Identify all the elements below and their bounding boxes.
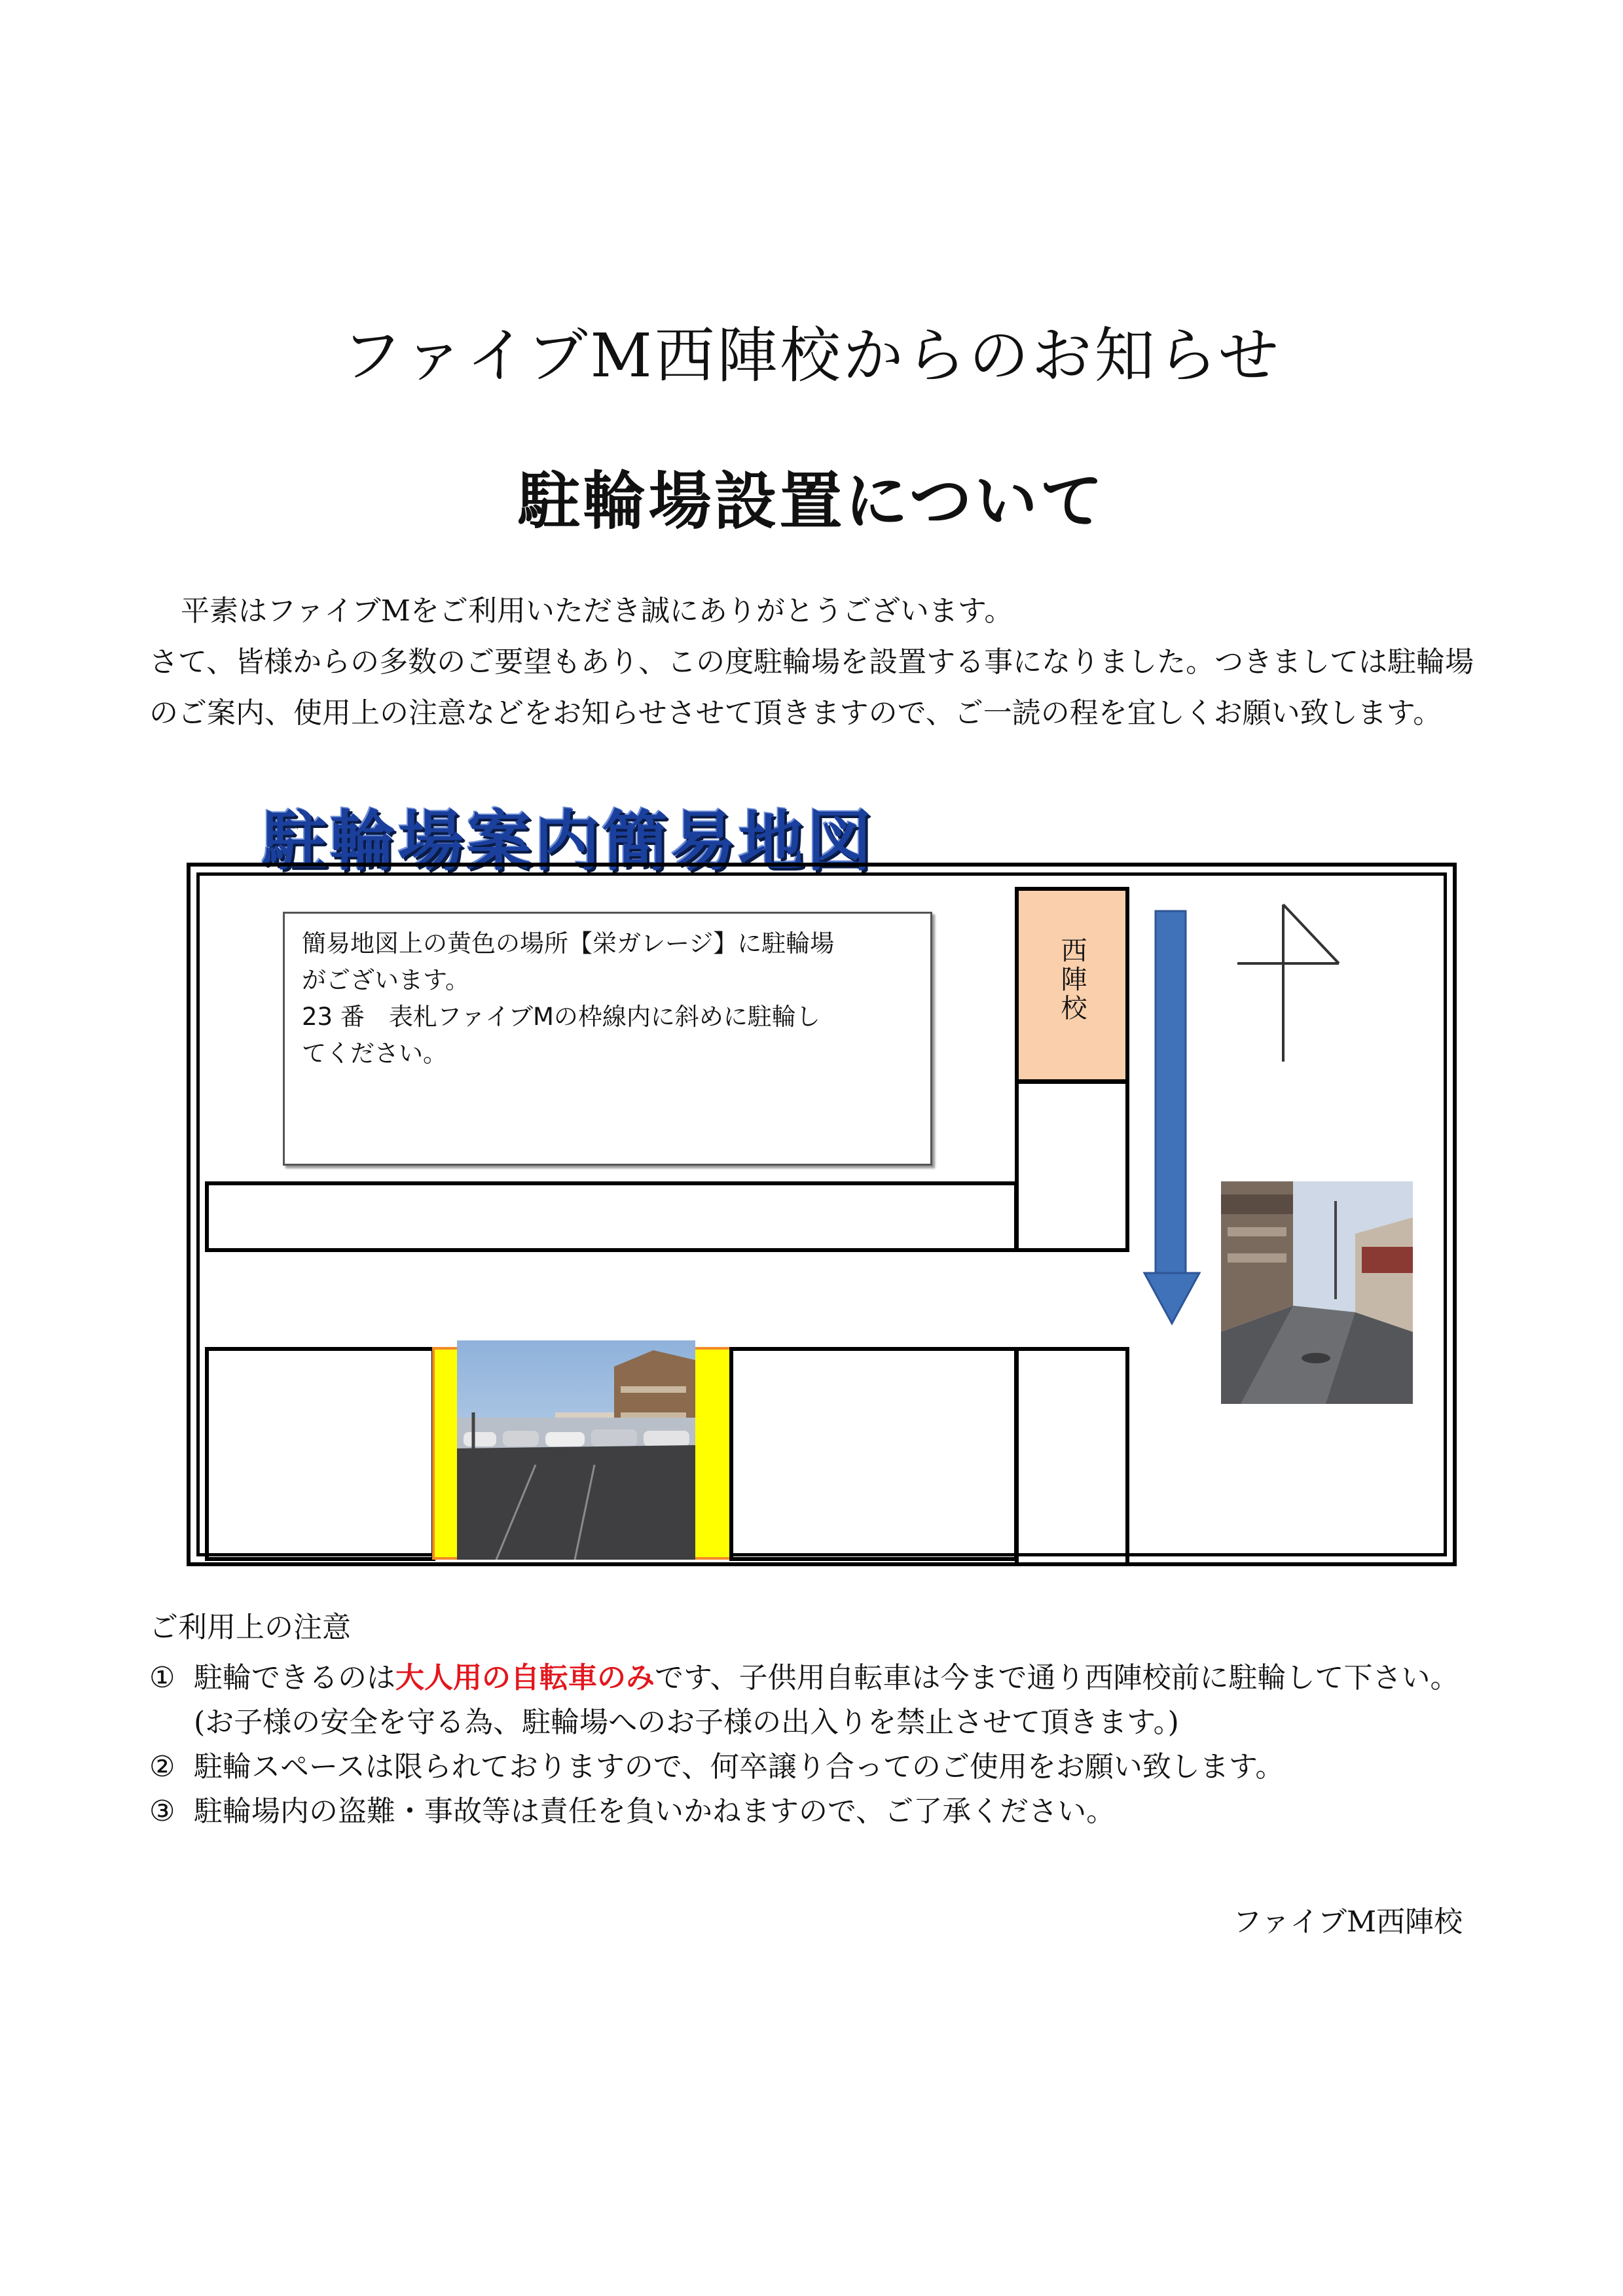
map-info-line: 簡易地図上の黄色の場所【栄ガレージ】に駐輪場 <box>302 929 835 958</box>
note-text: 駐輪スペースは限られておりますので、何卒譲り合ってのご使用をお願い致します。 <box>194 1750 1285 1784</box>
note-text-post: です、子供用自転車は今まで通り西陣校前に駐輪して下さい。(お子様の安全を守る為、駐輪場へのお子様の出入りを禁止させて頂きます。) <box>194 1661 1459 1739</box>
note-text <box>194 1656 1491 1745</box>
signature: ファイブM西陣校 <box>1233 1905 1463 1939</box>
page-subtitle: 駐輪場設置について <box>517 464 1106 538</box>
note-item <box>149 1656 1491 1745</box>
notes-list <box>149 1656 1491 1834</box>
map-info-line: てください。 <box>302 1039 447 1067</box>
map-info-line: がございます。 <box>302 966 470 994</box>
school-building <box>1015 887 1129 1083</box>
street-photo <box>1221 1181 1413 1404</box>
page-title: ファイブM西陣校からのお知らせ <box>342 321 1281 391</box>
map-heading: 駐輪場案内簡易地図 <box>262 803 875 880</box>
note-number: ② <box>149 1750 175 1784</box>
map-block-lower-right <box>1015 1347 1129 1566</box>
map-road-block <box>205 1181 1018 1252</box>
north-marker-icon <box>1231 898 1349 1068</box>
intro-paragraph: さて、皆様からの多数のご要望もあり、この度駐輪場を設置する事になりました。つきましては駐輪場のご案内、使用上の注意などをお知らせさせて頂きますので、ご一読の程を宜しくお願い致します。 <box>149 645 1474 730</box>
note-text: 駐輪場内の盗難・事故等は責任を負いかねますので、ご了承ください。 <box>194 1795 1116 1828</box>
direction-arrow-icon <box>1142 910 1201 1329</box>
map-block-upper <box>1015 1080 1129 1252</box>
intro-greeting: 平素はファイブMをご利用いただき誠にありがとうございます。 <box>181 594 1013 628</box>
note-item <box>149 1745 1491 1789</box>
note-text-pre: 駐輪できるのは <box>194 1661 395 1695</box>
school-label: 西陣校 <box>1057 937 1087 1023</box>
note-number: ③ <box>149 1795 175 1828</box>
notes-heading: ご利用上の注意 <box>149 1611 351 1644</box>
map-info-line: 23 番 表札ファイブMの枠線内に斜めに駐輪し <box>302 1003 820 1031</box>
intro-text <box>149 586 1478 739</box>
parking-lot-photo <box>457 1340 695 1560</box>
map-block-lower-middle <box>729 1347 1018 1561</box>
map-block-lower-left <box>205 1347 435 1561</box>
note-number: ① <box>149 1661 175 1695</box>
note-highlight: 大人用の自転車のみ <box>395 1661 655 1695</box>
map-info-box <box>283 912 932 1166</box>
note-item <box>149 1789 1491 1834</box>
